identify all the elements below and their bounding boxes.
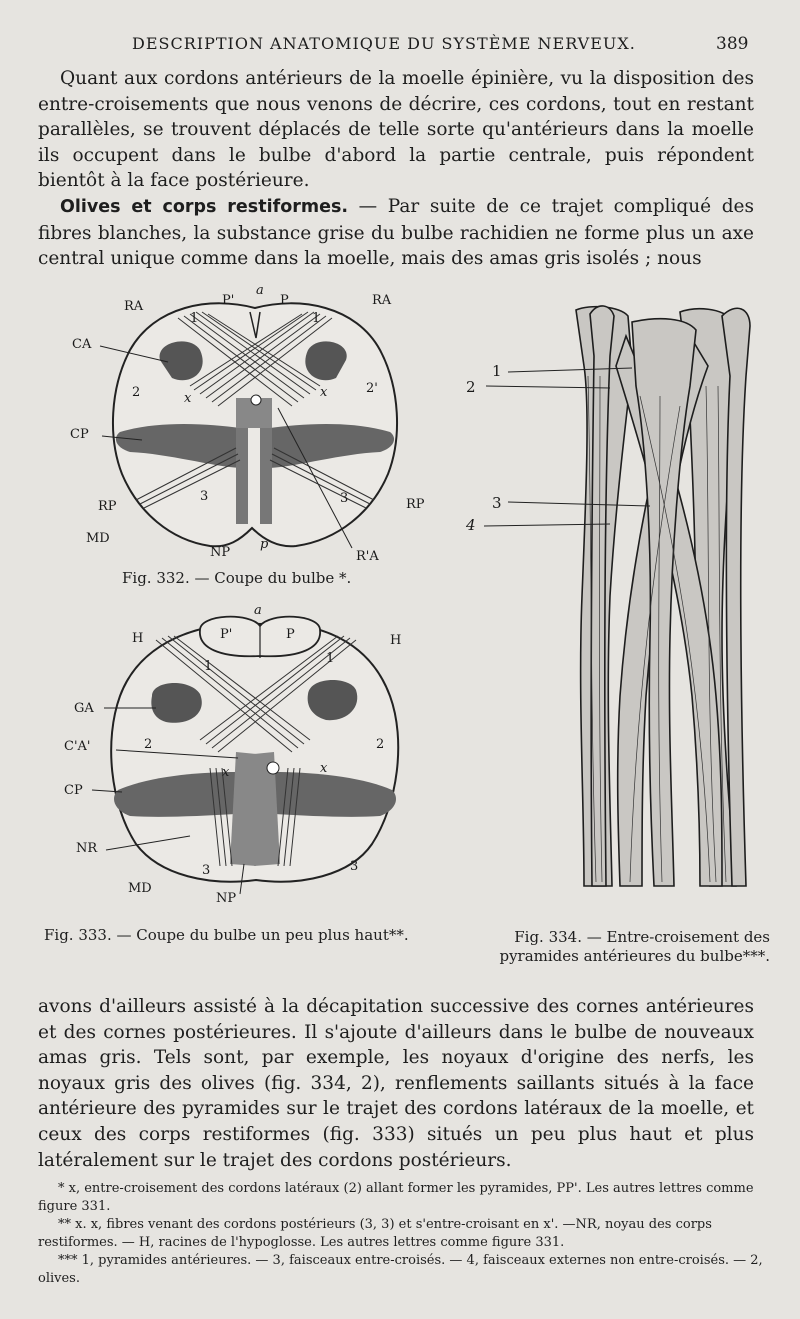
- fig332-caption: Fig. 332. — Coupe du bulbe *.: [122, 569, 352, 587]
- fig333-label-ga: GA: [74, 701, 94, 716]
- fig333-label-2-right: 2: [376, 737, 385, 752]
- fig333-label-np: NP: [216, 891, 237, 904]
- fig334-label-1: 1: [492, 362, 502, 380]
- fig332-label-2-right: 2': [366, 381, 378, 396]
- fig333-label-h-left: H: [132, 631, 144, 646]
- fig333-label-p-prime: P': [220, 627, 233, 642]
- paragraph-1: Quant aux cordons antérieurs de la moelle épinière, vu la disposition des entre-croisements que nous venons de décrire, ces cordons, tout en restant parallèles, se trouvent déplacés de telle sorte qu'antérieurs dans la moelle ils occupent dans le bulbe d'abord la partie centrale, puis répondent bientôt à la face postérieure.: [38, 68, 754, 192]
- text-block-top: [38, 66, 754, 272]
- fig332-label-a: a: [256, 283, 264, 298]
- fig334-caption-line1: Fig. 334. — Entre-croisement des: [514, 928, 770, 946]
- running-title: DESCRIPTION ANATOMIQUE DU SYSTÈME NERVEUX.: [132, 34, 636, 53]
- fig333-label-1-right: 1: [326, 651, 335, 666]
- fig332-label-np: NP: [210, 545, 231, 560]
- page-number: 389: [716, 34, 749, 54]
- running-header: [0, 34, 800, 58]
- fig333-label-3-right: 3: [350, 859, 359, 874]
- fig332-label-ca: CA: [72, 337, 92, 352]
- fig332-label-md: MD: [86, 531, 110, 546]
- fig332-label-rp-right: RP: [406, 497, 425, 512]
- footnotes: [38, 1180, 764, 1288]
- fig334-label-4: 4: [466, 516, 476, 534]
- fig334-label-2: 2: [466, 378, 476, 396]
- fig334-label-3: 3: [492, 494, 502, 512]
- fig333-label-cp: CP: [64, 783, 83, 798]
- paragraph-3: avons d'ailleurs assisté à la décapitation successive des cornes antérieures et des cornes postérieures. Il s'ajoute d'ailleurs dans le bulbe de nouveaux amas gris. Tels sont, par exemple, les noyaux d'origine des nerfs, les noyaux gris des olives (fig. 334, 2), renflements saillants situés à la face antérieure des pyramides sur le trajet des cordons latéraux de la moelle, et ceux des corps restiformes (fig. 333) situés un peu plus haut et plus latéralement sur le trajet des cordons postérieurs.: [38, 996, 754, 1171]
- fig333-caption: Fig. 333. — Coupe du bulbe un peu plus haut**.: [44, 926, 409, 944]
- fig333-label-3-left: 3: [202, 863, 211, 878]
- section-heading: Olives et corps restiformes.: [60, 196, 349, 217]
- text-block-bottom: [38, 994, 754, 1173]
- fig334-caption-line2: pyramides antérieures du bulbe***.: [499, 947, 770, 965]
- fig332-label-p: P: [280, 293, 289, 308]
- fig332-label-x-left: x: [184, 391, 192, 406]
- fig333-label-ca: C'A': [64, 739, 91, 754]
- fig334-caption: [480, 928, 770, 966]
- fig332-label-x-right: x: [320, 385, 328, 400]
- fig332-label-rp-left: RP: [98, 499, 117, 514]
- fig333-label-p: P: [286, 627, 295, 642]
- footnote-3: *** 1, pyramides antérieures. — 3, faisceaux entre-croisés. — 4, faisceaux externes non entre-croisés. — 2, olives.: [38, 1253, 763, 1286]
- footnote-1: * x, entre-croisement des cordons latéraux (2) allant former les pyramides, PP'. Les autres lettres comme figure 331.: [38, 1181, 754, 1214]
- figure-332: [60, 278, 450, 570]
- fig332-label-p-small: p: [260, 537, 269, 552]
- figure-334: [460, 296, 770, 892]
- fig332-label-ra-bottom: R'A: [356, 549, 379, 564]
- paragraph-2-text: — Par suite de ce trajet compliqué des fibres blanches, la substance grise du bulbe rachidien ne forme plus un axe central unique comme dans la moelle, mais des amas gris isolés ; nous: [38, 195, 754, 270]
- fig333-label-x-right: x: [320, 761, 328, 776]
- paragraph-2: [38, 194, 754, 272]
- fig332-label-ra-left: RA: [124, 299, 144, 314]
- fig333-label-nr: NR: [76, 841, 98, 856]
- fig332-label-1-right: 1: [312, 311, 321, 326]
- fig333-label-x-left: x: [222, 765, 230, 780]
- fig332-label-1-left: 1: [190, 311, 199, 326]
- fig332-label-3-right: 3: [340, 491, 349, 506]
- fig333-label-a: a: [254, 604, 262, 618]
- fig333-label-h-right: H: [390, 633, 402, 648]
- fig332-label-ra-right: RA: [372, 293, 392, 308]
- fig332-label-p-prime: P': [222, 293, 235, 308]
- figure-333: [60, 604, 450, 904]
- fig333-label-md: MD: [128, 881, 152, 896]
- fig332-label-2-left: 2: [132, 385, 141, 400]
- fig332-label-cp: CP: [70, 427, 89, 442]
- fig333-label-2-left: 2: [144, 737, 153, 752]
- fig332-label-3-left: 3: [200, 489, 209, 504]
- fig333-label-1-left: 1: [204, 659, 213, 674]
- footnote-2: ** x. x, fibres venant des cordons postérieurs (3, 3) et s'entre-croisant en x'. —NR, noyau des corps restiformes. — H, racines de l'hypoglosse. Les autres lettres comme figure 331.: [38, 1217, 712, 1250]
